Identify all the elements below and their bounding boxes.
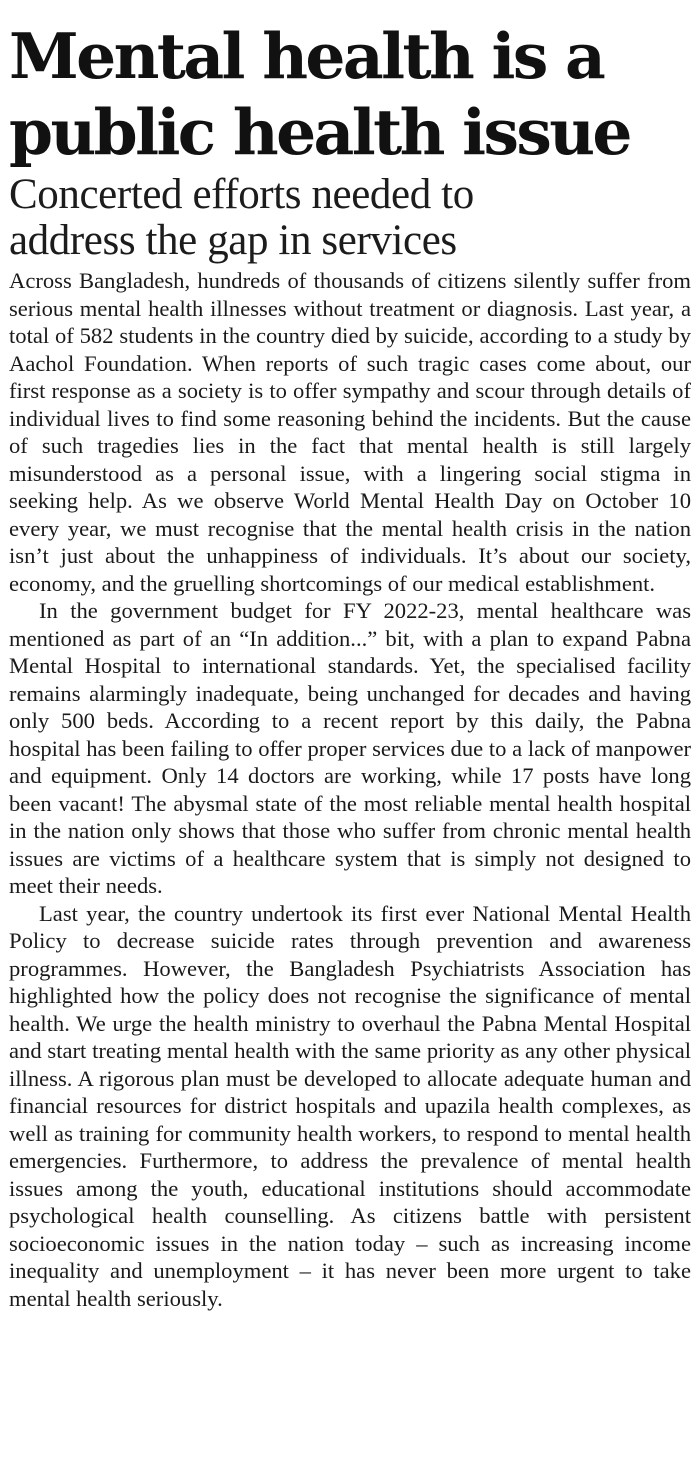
body-paragraph: Last year, the country undertook its first ever National Mental Health Policy to decrease suicide rates through prevention and awareness programmes. However, the Bangladesh Psychiatrists Association has highlighted how the policy does not recognise the significance of mental health. We urge the health ministry to overhaul the Pabna Mental Hospital and start treating mental health with the same priority as any other physical illness. A rigorous plan must be developed to allocate adequate human and financial resources for district hospitals and upazila health complexes, as well as training for community health workers, to respond to mental health emergencies. Furthermore, to address the prevalence of mental health issues among the youth, educational institutions should accommodate psychological health counselling. As citizens battle with persistent socioeconomic issues in the nation today – such as increasing income inequality and unemployment – it has never been more urgent to take mental health seriously. [9,900,691,1311]
body-paragraph: In the government budget for FY 2022-23, mental healthcare was mentioned as part of an “In addition...” bit, with a plan to expand Pabna Mental Hospital to international standards. Yet, the specialised facility remains alarmingly inadequate, being unchanged for decades and having only 500 beds. According to a recent report by this daily, the Pabna hospital has been failing to offer proper services due to a lack of manpower and equipment. Only 14 doctors are working, while 17 posts have long been vacant! The abysmal state of the most reliable mental health hospital in the nation only shows that those who suffer from chronic mental health issues are victims of a healthcare system that is simply not designed to meet their needs. [9,598,691,898]
editorial-article [9,0,691,1465]
headline [9,18,691,170]
subheadline [9,172,691,264]
subheadline-line: Concerted efforts needed to [9,171,474,218]
body-paragraph: Across Bangladesh, hundreds of thousands of citizens silently suffer from serious mental health illnesses without treatment or diagnosis. Last year, a total of 582 students in the country died by suicide, according to a study by Aachol Foundation. When reports of such tragic cases come about, our first response as a society is to offer sympathy and scour through details of individual lives to find some reasoning behind the incidents. But the cause of such tragedies lies in the fact that mental health is still largely misunderstood as a personal issue, with a lingering social stigma in seeking help. As we observe World Mental Health Day on October 10 every year, we must recognise that the mental health crisis in the nation isn’t just about the unhappiness of individuals. It’s about our society, economy, and the gruelling shortcomings of our medical establishment. [9,268,691,596]
article-body [9,267,691,1312]
subheadline-line: address the gap in services [9,217,457,264]
headline-line: Mental health is a [9,19,604,93]
headline-line: public health issue [9,95,630,169]
